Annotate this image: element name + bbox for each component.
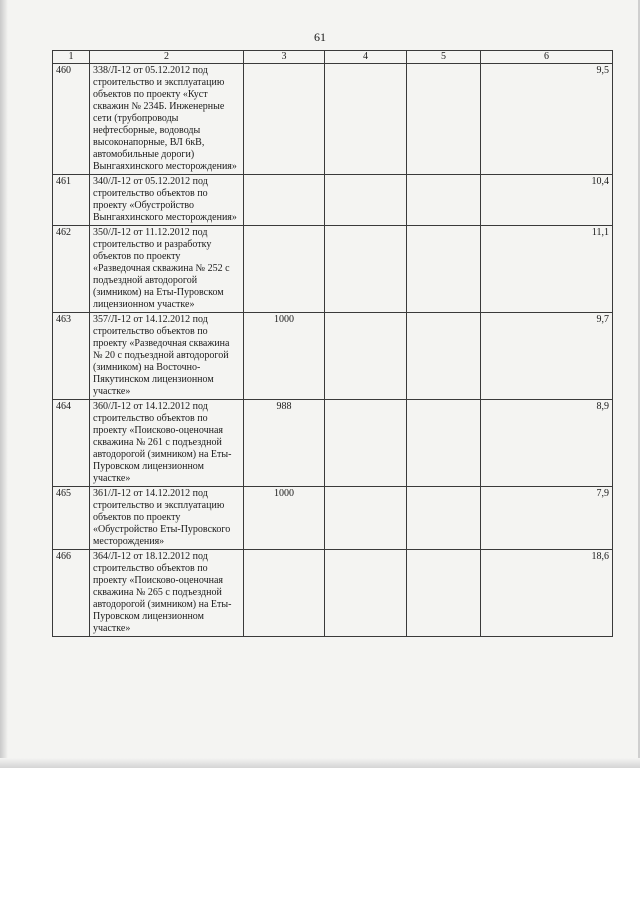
header-col-5: 5	[407, 51, 481, 64]
row-col-4	[325, 175, 407, 226]
table-row	[53, 487, 613, 550]
header-col-4: 4	[325, 51, 407, 64]
row-col-4	[325, 487, 407, 550]
row-col-3	[244, 175, 325, 226]
row-col-4	[325, 64, 407, 175]
row-description: 350/Л-12 от 11.12.2012 под строительство и разработку объектов по проекту «Разведочная скважина № 252 с подъездной автодорогой (зимником) на Еты-Пуровском лицензионном участке»	[90, 226, 244, 313]
header-col-3: 3	[244, 51, 325, 64]
row-number: 461	[53, 175, 90, 226]
row-col-3	[244, 550, 325, 637]
table-row	[53, 64, 613, 175]
row-description: 357/Л-12 от 14.12.2012 под строительство объектов по проекту «Разведочная скважина № 20 с подъездной автодорогой (зимником) на Восточно-Пякутинском лицензионном участке»	[90, 313, 244, 400]
table-row	[53, 550, 613, 637]
row-col-5	[407, 550, 481, 637]
row-col-6: 8,9	[481, 400, 613, 487]
row-col-5	[407, 64, 481, 175]
header-col-6: 6	[481, 51, 613, 64]
row-number: 466	[53, 550, 90, 637]
row-number: 462	[53, 226, 90, 313]
row-col-6: 9,7	[481, 313, 613, 400]
row-col-6: 11,1	[481, 226, 613, 313]
row-col-6: 10,4	[481, 175, 613, 226]
row-col-6: 7,9	[481, 487, 613, 550]
row-col-5	[407, 175, 481, 226]
row-col-3	[244, 226, 325, 313]
table-row	[53, 313, 613, 400]
row-col-5	[407, 313, 481, 400]
row-col-6: 18,6	[481, 550, 613, 637]
row-description: 360/Л-12 от 14.12.2012 под строительство объектов по проекту «Поисково-оценочная скважина № 261 с подъездной автодорогой (зимником) на Еты-Пуровском лицензионном участке»	[90, 400, 244, 487]
row-col-4	[325, 550, 407, 637]
header-col-1: 1	[53, 51, 90, 64]
table-row	[53, 175, 613, 226]
row-col-3: 1000	[244, 487, 325, 550]
row-description: 364/Л-12 от 18.12.2012 под строительство объектов по проекту «Поисково-оценочная скважина № 265 с подъездной автодорогой (зимником) на Еты-Пуровском лицензионном участке»	[90, 550, 244, 637]
row-number: 463	[53, 313, 90, 400]
row-description: 338/Л-12 от 05.12.2012 под строительство и эксплуатацию объектов по проекту «Куст скважин № 234Б. Инженерные сети (трубопроводы нефтесборные, водоводы высоконапорные, ВЛ 6кВ, автомобильные дороги) Вынгаяхинского месторождения»	[90, 64, 244, 175]
row-number: 464	[53, 400, 90, 487]
row-col-3	[244, 64, 325, 175]
header-col-2: 2	[90, 51, 244, 64]
row-col-6: 9,5	[481, 64, 613, 175]
row-col-5	[407, 487, 481, 550]
row-col-4	[325, 313, 407, 400]
header-row	[53, 51, 613, 64]
row-col-4	[325, 400, 407, 487]
row-col-5	[407, 400, 481, 487]
row-number: 465	[53, 487, 90, 550]
row-description: 340/Л-12 от 05.12.2012 под строительство объектов по проекту «Обустройство Вынгаяхинского месторождения»	[90, 175, 244, 226]
register-table	[52, 50, 613, 637]
row-number: 460	[53, 64, 90, 175]
table-row	[53, 400, 613, 487]
row-col-3: 1000	[244, 313, 325, 400]
row-description: 361/Л-12 от 14.12.2012 под строительство и эксплуатацию объектов по проекту «Обустройство Еты-Пуровского месторождения»	[90, 487, 244, 550]
page-number: 61	[314, 30, 326, 44]
row-col-3: 988	[244, 400, 325, 487]
table-row	[53, 226, 613, 313]
row-col-4	[325, 226, 407, 313]
row-col-5	[407, 226, 481, 313]
